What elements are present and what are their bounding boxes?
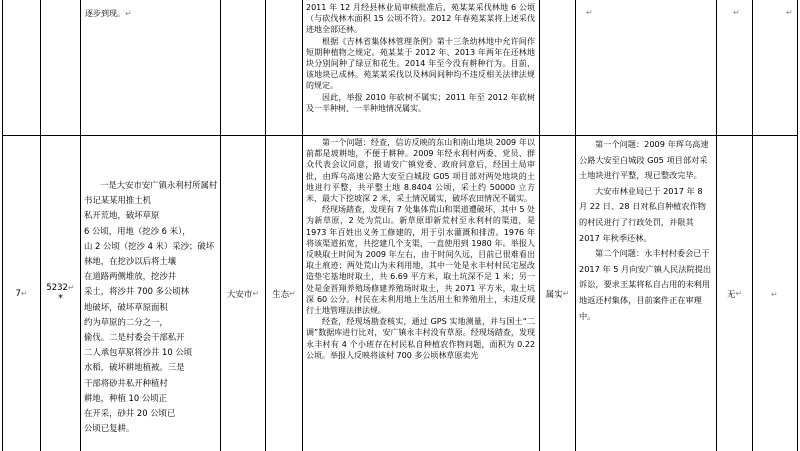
column-divider xyxy=(752,0,753,451)
complaint-line: 二人承包草原将沙井 10 公顷 xyxy=(84,347,193,358)
accountability-cell: 无 ↵ xyxy=(726,289,743,300)
complaint-line: 公顷已复耕。 xyxy=(84,423,135,434)
column-divider xyxy=(575,0,576,451)
complaint-content xyxy=(84,178,218,438)
complaint-line: 私开荒地，破坏草原 xyxy=(84,210,160,221)
complaint-line: 偷伐。二是村委会干部私开 xyxy=(84,332,185,343)
paragraph-mark: ↵ xyxy=(733,8,740,17)
measures-paragraph: 第二个问题：永丰村村委会已于 2017 年 5 月向安广镇人民法院提出诉讼，要求王某将私自占用的未利用地返还村集体，目前案件正在审理中。 xyxy=(579,248,712,321)
city-cell: 大安市 ↵ xyxy=(226,289,260,300)
paragraph-mark: ↵ xyxy=(771,290,778,299)
complaint-line: 地破坏，破坏草原面积 xyxy=(84,301,168,312)
complaint-line: 耕地，种植 10 公顷正 xyxy=(84,392,167,403)
row1-investigation-text xyxy=(306,2,535,134)
complaint-line: 在开采，砂井 20 公顷已 xyxy=(84,408,176,419)
investigation-paragraph: 经查，经现场勘查核实，通过 GPS 实地测量，并与国土“二调”数据库进行比对，安广镇永丰村没有草原。经现场踏查，发现永丰村有 4 个小班存在村民私自种植农作物问题，面积为 0.22 公顷。举报人反映将该村 700 多公顷林草原卖光 xyxy=(306,317,535,360)
table-border-right xyxy=(797,0,798,451)
column-divider xyxy=(80,0,81,451)
complaint-line: 6 公顷，用地（挖沙 6 米）， xyxy=(84,225,191,236)
complaint-line: 山 2 公顷（挖沙 4 米）采沙；破坏 xyxy=(84,240,215,251)
category-cell: 生态 ↵ xyxy=(272,289,296,300)
paragraph-mark: ↵ xyxy=(586,8,593,17)
complaint-line: 书记某某用推土机 xyxy=(84,195,151,206)
measures-paragraph: 大安市林业局已于 2017 年 8 月 22 日、28 日对私自种植农作物的村民进行了行政处罚，并限其 2017 年秋季还林。 xyxy=(579,185,706,243)
result-cell: 属实 ↵ xyxy=(545,289,570,300)
column-divider xyxy=(302,0,303,451)
complaint-line: 干部将砂井私开种植村 xyxy=(84,377,168,388)
investigation-text xyxy=(306,137,535,451)
complaint-line: 林地，在挖沙以后将土壤 xyxy=(84,256,177,267)
complaint-line: 水稻，破坏耕地植被。三是 xyxy=(84,362,185,373)
complaint-line: 在道路两侧堆放，挖沙井 xyxy=(84,271,177,282)
complaint-line: 采土，将沙井 700 多公顷林 xyxy=(84,286,190,297)
row-index: 7 ↵ xyxy=(15,288,28,299)
measures-text xyxy=(579,137,713,451)
row1-paragraph: 根据《吉林省集体林管理条例》第十三条幼林地中允许间作短期种植物之规定。苑某某于 2012 年、2013 年两年在还林地块分别间种了绿豆和花生。2014 年至今没有耕种行为。目前，该地块已成林。苑某某采伐以及林间间种均不违反相关法律法规的规定。 xyxy=(306,36,535,91)
paragraph-mark: ↵ xyxy=(786,8,793,17)
row1-paragraph: 2011 年 12 月经县林业局审核批准后，苑某某采伐林地 6 公顷（与砍伐林木面积 15 公顷不符）。2012 年春苑某某将上述采伐迹地全部还林。 xyxy=(306,3,535,35)
investigation-paragraph: 第一个问题：经查，信访反映的东山和南山地块 2009 年以前都是坡耕地，不便于耕种。2009 年经永利村两委、党员、群众代表会议同意，报请安广镇党委、政府同意后，经国土局审批，由珲乌高速公路大安至白城段 G05 项目部对两处地块的土地进行平整，共平整土地 8.8404 公顷，采土约 50000 立方米，最大下挖坡深 2 米，采土情况属实，破坏农田情况不属实。 xyxy=(306,138,535,204)
row1-complaint-fragment: 逐步到现。↵ xyxy=(85,9,132,18)
measures-paragraph: 第一个问题：2009 年珲乌高速公路大安至白城段 G05 项目部对采土地块进行平整，现已整改完毕。 xyxy=(579,139,709,181)
row-divider xyxy=(2,135,798,136)
complaint-line: 一是大安市安广镇永利村所属村 xyxy=(100,180,218,190)
complaint-line: 约为草原的二分之一， xyxy=(84,316,168,327)
row1-paragraph: 因此，举报 2010 年砍树不属实；2011 年至 2012 年砍树及一半种树、一半种地情况属实。 xyxy=(306,92,535,113)
batch-number: 5232↵ * xyxy=(46,283,75,304)
investigation-paragraph: 经现场踏查，发现有 7 处集体荒山和渠道遭破坏，其中 5 处为新草原，2 处为荒山。新草原即新荒村至永利村的渠道，是 1973 年百姓出义务工修建的，用于引水灌溉和排涝。1976 年将该渠道拓宽，共挖建几个支渠，一直使用到 1980 年。举报人反映取土时间为 2009 年左右，由于时间久远，目前已很难看出取土痕迹；两处荒山为未利用地，其中一处是永丰村村民宅屋改造垫宅基地时取土，共 6.69 平方米，取土坑深不足 1 米；另一处是金晋翔养殖场修建养殖场时取土，共 2071 平方米，取土坑深 60 公分。村民在未利用地上生活用土和养殖用土，未违反现行土地管理法律法规。 xyxy=(306,205,535,316)
